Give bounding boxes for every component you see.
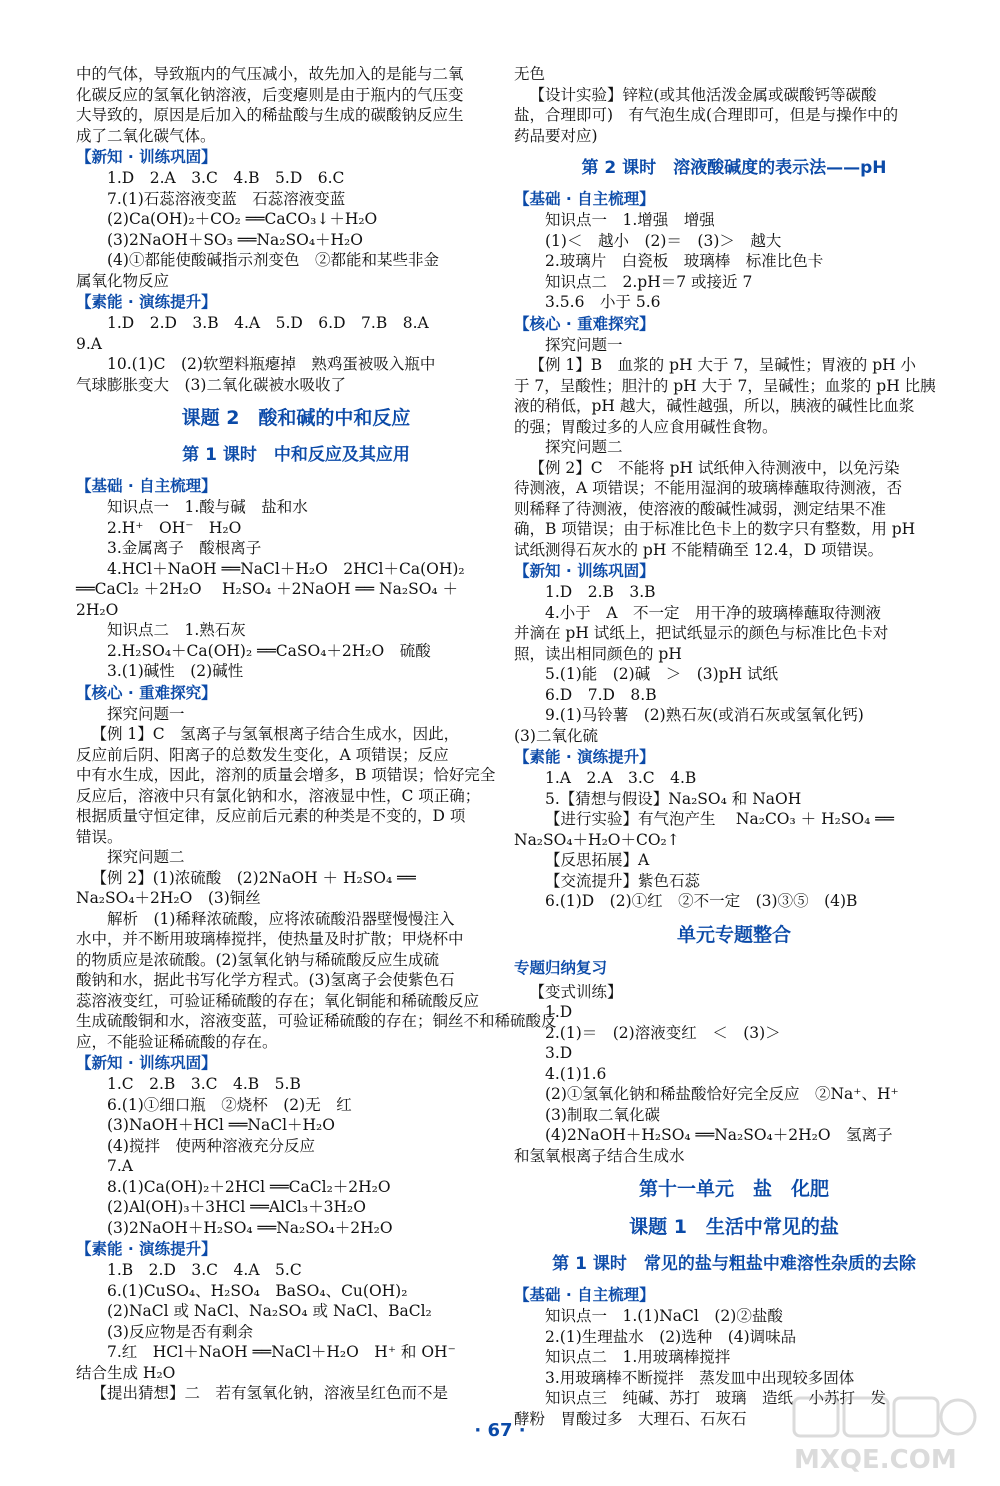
text-line: (2)NaCl 或 NaCl、Na₂SO₄ 或 NaCl、BaCl₂ [107,1302,432,1320]
unit-title: 课题 1 生活中常见的盐 [629,1216,839,1238]
text-line: 10.(1)C (2)软塑料瓶瘪掉 熟鸡蛋被吸入瓶中 [107,355,436,373]
text-line: 7.(1)石蕊溶液变蓝 石蕊溶液变蓝 [107,189,346,208]
text-line: (3)制取二氧化碳 [545,1105,660,1124]
text-line: 试纸测得石灰水的 pH 不能精确至 12.4，D 项错误。 [514,540,884,559]
section-heading: 【素能 · 演练提升】 [76,1240,217,1258]
text-line: (4)2NaOH＋H₂SO₄ ══Na₂SO₄＋2H₂O 氢离子 [545,1126,893,1144]
text-line: 7.红 HCl＋NaOH ══NaCl＋H₂O H⁺ 和 OH⁻ [107,1343,456,1361]
text-line: (3)2NaOH＋H₂SO₄ ══Na₂SO₄＋2H₂O [107,1218,393,1237]
text-line: 成了二氧化碳气体。 [76,126,216,145]
text-line: 解析 (1)稀释浓硫酸，应将浓硫酸沿器壁慢慢注入 [107,909,455,928]
watermark-logo [788,1392,978,1476]
text-line: 2H₂O [76,600,119,619]
text-line: 2.(1)＝ (2)溶液变红 ＜ (3)＞ [545,1023,781,1042]
text-line: (3)二氧化硫 [514,726,598,745]
section-heading: 【核心 · 重难探究】 [76,683,217,702]
text-line: 根据质量守恒定律，反应前后元素的种类是不变的，D 项 [76,807,466,825]
section-heading: 【核心 · 重难探究】 [514,314,655,333]
text-line: 【例 2】C 不能将 pH 试纸伸入待测液中，以免污染 [529,458,900,477]
text-line: 知识点一 1.(1)NaCl (2)②盐酸 [545,1307,783,1325]
right-column [514,64,954,1429]
text-line: 错误。 [76,827,123,846]
text-line: 确，B 项错误；由于标准比色卡上的数字只有整数，用 pH [514,520,916,538]
text-line: 知识点一 1.酸与碱 盐和水 [107,498,308,516]
text-line: 3.用玻璃棒不断搅拌 蒸发皿中出现较多固体 [545,1368,855,1387]
text-line: (3)反应物是否有剩余 [107,1322,253,1341]
text-line: 6.(1)①细口瓶 ②烧杯 (2)无 红 [107,1095,352,1114]
text-line: 知识点二 2.pH＝7 或接近 7 [545,272,753,291]
text-line: ══CaCl₂ ＋2H₂O H₂SO₄ ＋2NaOH ══ Na₂SO₄ ＋ [76,580,459,598]
text-line: Na₂SO₄＋2H₂O (3)铜丝 [76,889,261,907]
text-line: 知识点二 1.用玻璃棒搅拌 [545,1348,731,1366]
text-line: 3.金属离子 酸根离子 [107,539,262,557]
text-line: 液的稍低，pH 越大，碱性越强，所以，胰液的碱性比血浆 [514,397,915,415]
text-line: 生成硫酸铜和水，溶液变蓝，可验证稀硫酸的存在；铜丝不和稀硫酸反 [76,1012,557,1030]
text-line: 属氧化物反应 [76,271,170,290]
section-heading: 【素能 · 演练提升】 [514,748,655,766]
text-line: 4.(1)1.6 [545,1064,607,1083]
text-line: 探究问题一 [545,335,623,354]
text-line: 的物质应是浓硫酸。(2)氢氧化钠与稀硫酸反应生成硫 [76,950,439,969]
text-line: 1.C 2.B 3.C 4.B 5.B [107,1075,301,1093]
text-line: 2.(1)生理盐水 (2)选种 (4)调味品 [545,1327,797,1346]
text-line: 3.D [545,1044,573,1062]
section-heading: 【基础 · 自主梳理】 [514,190,655,208]
text-line: 探究问题一 [107,704,185,723]
text-line: 大导致的，原因是后加入的稀盐酸与生成的碳酸钠反应生 [76,106,464,124]
text-line: 1.B 2.D 3.C 4.A 5.C [107,1261,302,1279]
text-line: 和氢氧根离子结合生成水 [514,1146,685,1165]
text-line: 中的气体，导致瓶内的气压减小，故先加入的是能与二氧 [76,65,464,83]
text-line: 【进行实验】有气泡产生 Na₂CO₃ ＋ H₂SO₄ ══ [545,810,894,828]
text-line: 化碳反应的氢氧化钠溶液，后变瘪则是由于瓶内的气压变 [76,85,464,104]
text-line: 蕊溶液变红，可验证稀硫酸的存在；氧化铜能和稀硫酸反应 [76,991,480,1010]
text-line: (4)①都能使酸碱指示剂变色 ②都能和某些非金 [107,251,439,269]
text-line: 3.(1)碱性 (2)碱性 [107,662,244,680]
text-line: 的强；胃酸过多的人应食用碱性食物。 [514,417,778,436]
text-line: 6.D 7.D 8.B [545,685,657,704]
text-line: 盐，合理即可) 有气泡生成(合理即可，但是与操作中的 [514,106,899,124]
watermark-text: MXQE.COM [794,1445,957,1475]
text-line: 探究问题二 [107,848,185,866]
text-line: 1.D 2.B 3.B [545,583,656,601]
text-line: 知识点一 1.增强 增强 [545,211,715,229]
text-line: 【交流提升】紫色石蕊 [545,871,701,890]
text-line: 【例 1】B 血浆的 pH 大于 7，呈碱性；胃液的 pH 小 [529,356,917,374]
section-heading: 【新知 · 训练巩固】 [76,148,217,166]
text-line: 6.(1)CuSO₄、H₂SO₄ BaSO₄、Cu(OH)₂ [107,1281,408,1300]
text-line: 1.D 2.D 3.B 4.A 5.D 6.D 7.B 8.A [107,314,429,332]
text-line: 2.玻璃片 白瓷板 玻璃棒 标准比色卡 [545,252,824,270]
text-line: 照，读出相同颜色的 pH [514,644,682,663]
text-line: 并滴在 pH 试纸上，把试纸显示的颜色与标准比色卡对 [514,624,889,642]
unit-title: 第十一单元 盐 化肥 [638,1178,829,1200]
text-line: 于 7，呈酸性；胆汁的 pH 大于 7，呈碱性；血浆的 pH 比胰 [514,376,936,395]
text-line: 6.(1)D (2)①红 ②不一定 (3)③⑤ (4)B [545,892,858,910]
subsection-title: 专题归纳复习 [514,958,608,977]
text-line: 反应后，溶液中只有氯化钠和水，溶液显中性，C 项正确； [76,786,481,805]
text-line: 知识点二 1.熟石灰 [107,621,246,639]
text-line: 5.(1)能 (2)碱 ＞ (3)pH 试纸 [545,665,779,683]
text-line: 9.(1)马铃薯 (2)熟石灰(或消石灰或氢氧化钙) [545,706,864,724]
text-line: (2)①氢氧化钠和稀盐酸恰好完全反应 ②Na⁺、H⁺ [545,1085,899,1103]
text-line: 待测液，A 项错误；不能用湿润的玻璃棒蘸取待测液，否 [514,479,903,497]
section-heading: 【新知 · 训练巩固】 [514,562,655,580]
text-line: 探究问题二 [545,438,623,456]
text-line: 7.A [107,1157,133,1175]
lesson-title: 第 1 课时 常见的盐与粗盐中难溶性杂质的去除 [552,1254,916,1274]
text-line: 【变式训练】 [529,982,623,1001]
text-line: 中有水生成，因此，溶剂的质量会增多，B 项错误；恰好完全 [76,766,496,784]
lesson-title: 第 1 课时 中和反应及其应用 [182,445,410,465]
page-number: · 67 · [474,1420,526,1441]
text-line: 药品要对应) [514,126,598,145]
text-line: (3)2NaOH＋SO₃ ══Na₂SO₄＋H₂O [107,230,363,249]
unit-title: 课题 2 酸和碱的中和反应 [181,407,411,429]
text-line: 【反思拓展】A [545,851,650,869]
text-line: (4)搅拌 使两种溶液充分反应 [107,1136,315,1155]
text-line: 无色 [514,65,546,83]
text-line: 应，不能验证稀硫酸的存在。 [76,1032,278,1051]
section-heading: 【基础 · 自主梳理】 [76,477,217,495]
text-line: 9.A [76,334,102,353]
text-line: 【提出猜想】二 若有氢氧化钠，溶液呈红色而不是 [91,1384,449,1402]
text-line: 1.A 2.A 3.C 4.B [545,769,697,787]
text-line: 气球膨胀变大 (3)二氧化碳被水吸收了 [76,375,346,394]
text-line: (2)Ca(OH)₂＋CO₂ ══CaCO₃↓＋H₂O [107,210,378,228]
text-line: (2)Al(OH)₃＋3HCl ══AlCl₃＋3H₂O [107,1198,366,1216]
text-line: 酵粉 胃酸过多 大理石、石灰石 [514,1409,747,1428]
text-line: 反应前后阴、阳离子的总数发生变化，A 项错误；反应 [76,745,449,764]
text-line: 则稀释了待测液，使溶液的酸碱性减弱，测定结果不准 [514,499,887,518]
text-line: 【设计实验】锌粒(或其他活泼金属或碳酸钙等碳酸 [529,85,877,104]
lesson-title: 第 2 课时 溶液酸碱度的表示法——pH [581,158,887,178]
text-line: 1.D 2.A 3.C 4.B 5.D 6.C [107,169,345,187]
text-line: 知识点三 纯碱、苏打 玻璃 造纸 小苏打 发 [545,1389,887,1407]
text-line: 2.H⁺ OH⁻ H₂O [107,518,242,537]
text-line: 3.5.6 小于 5.6 [545,293,661,311]
text-line: 1.D [545,1003,573,1021]
section-heading: 【基础 · 自主梳理】 [514,1286,655,1304]
text-line: 【例 2】(1)浓硫酸 (2)2NaOH ＋ H₂SO₄ ══ [91,868,416,887]
text-line: 【例 1】C 氢离子与氢氧根离子结合生成水，因此， [91,725,460,743]
text-line: Na₂SO₄＋H₂O＋CO₂↑ [514,830,680,849]
text-line: 水中，并不断用玻璃棒搅拌，使热量及时扩散；甲烧杯中 [76,930,464,948]
text-line: 结合生成 H₂O [76,1363,176,1382]
unit-title: 单元专题整合 [676,923,791,946]
text-line: 4.小于 A 不一定 用干净的玻璃棒蘸取待测液 [545,603,881,622]
text-line: 2.H₂SO₄＋Ca(OH)₂ ══CaSO₄＋2H₂O 硫酸 [107,641,431,660]
section-heading: 【新知 · 训练巩固】 [76,1054,217,1072]
text-line: 4.HCl＋NaOH ══NaCl＋H₂O 2HCl＋Ca(OH)₂ [107,559,465,578]
text-line: 8.(1)Ca(OH)₂＋2HCl ══CaCl₂＋2H₂O [107,1177,391,1196]
text-line: (1)＜ 越小 (2)＝ (3)＞ 越大 [545,231,782,250]
text-line: (3)NaOH＋HCl ══NaCl＋H₂O [107,1116,335,1134]
text-line: 酸钠和水，据此书写化学方程式。(3)氢离子会使紫色石 [76,971,455,989]
section-heading: 【素能 · 演练提升】 [76,293,217,311]
text-line: 5.【猜想与假设】Na₂SO₄ 和 NaOH [545,789,802,808]
